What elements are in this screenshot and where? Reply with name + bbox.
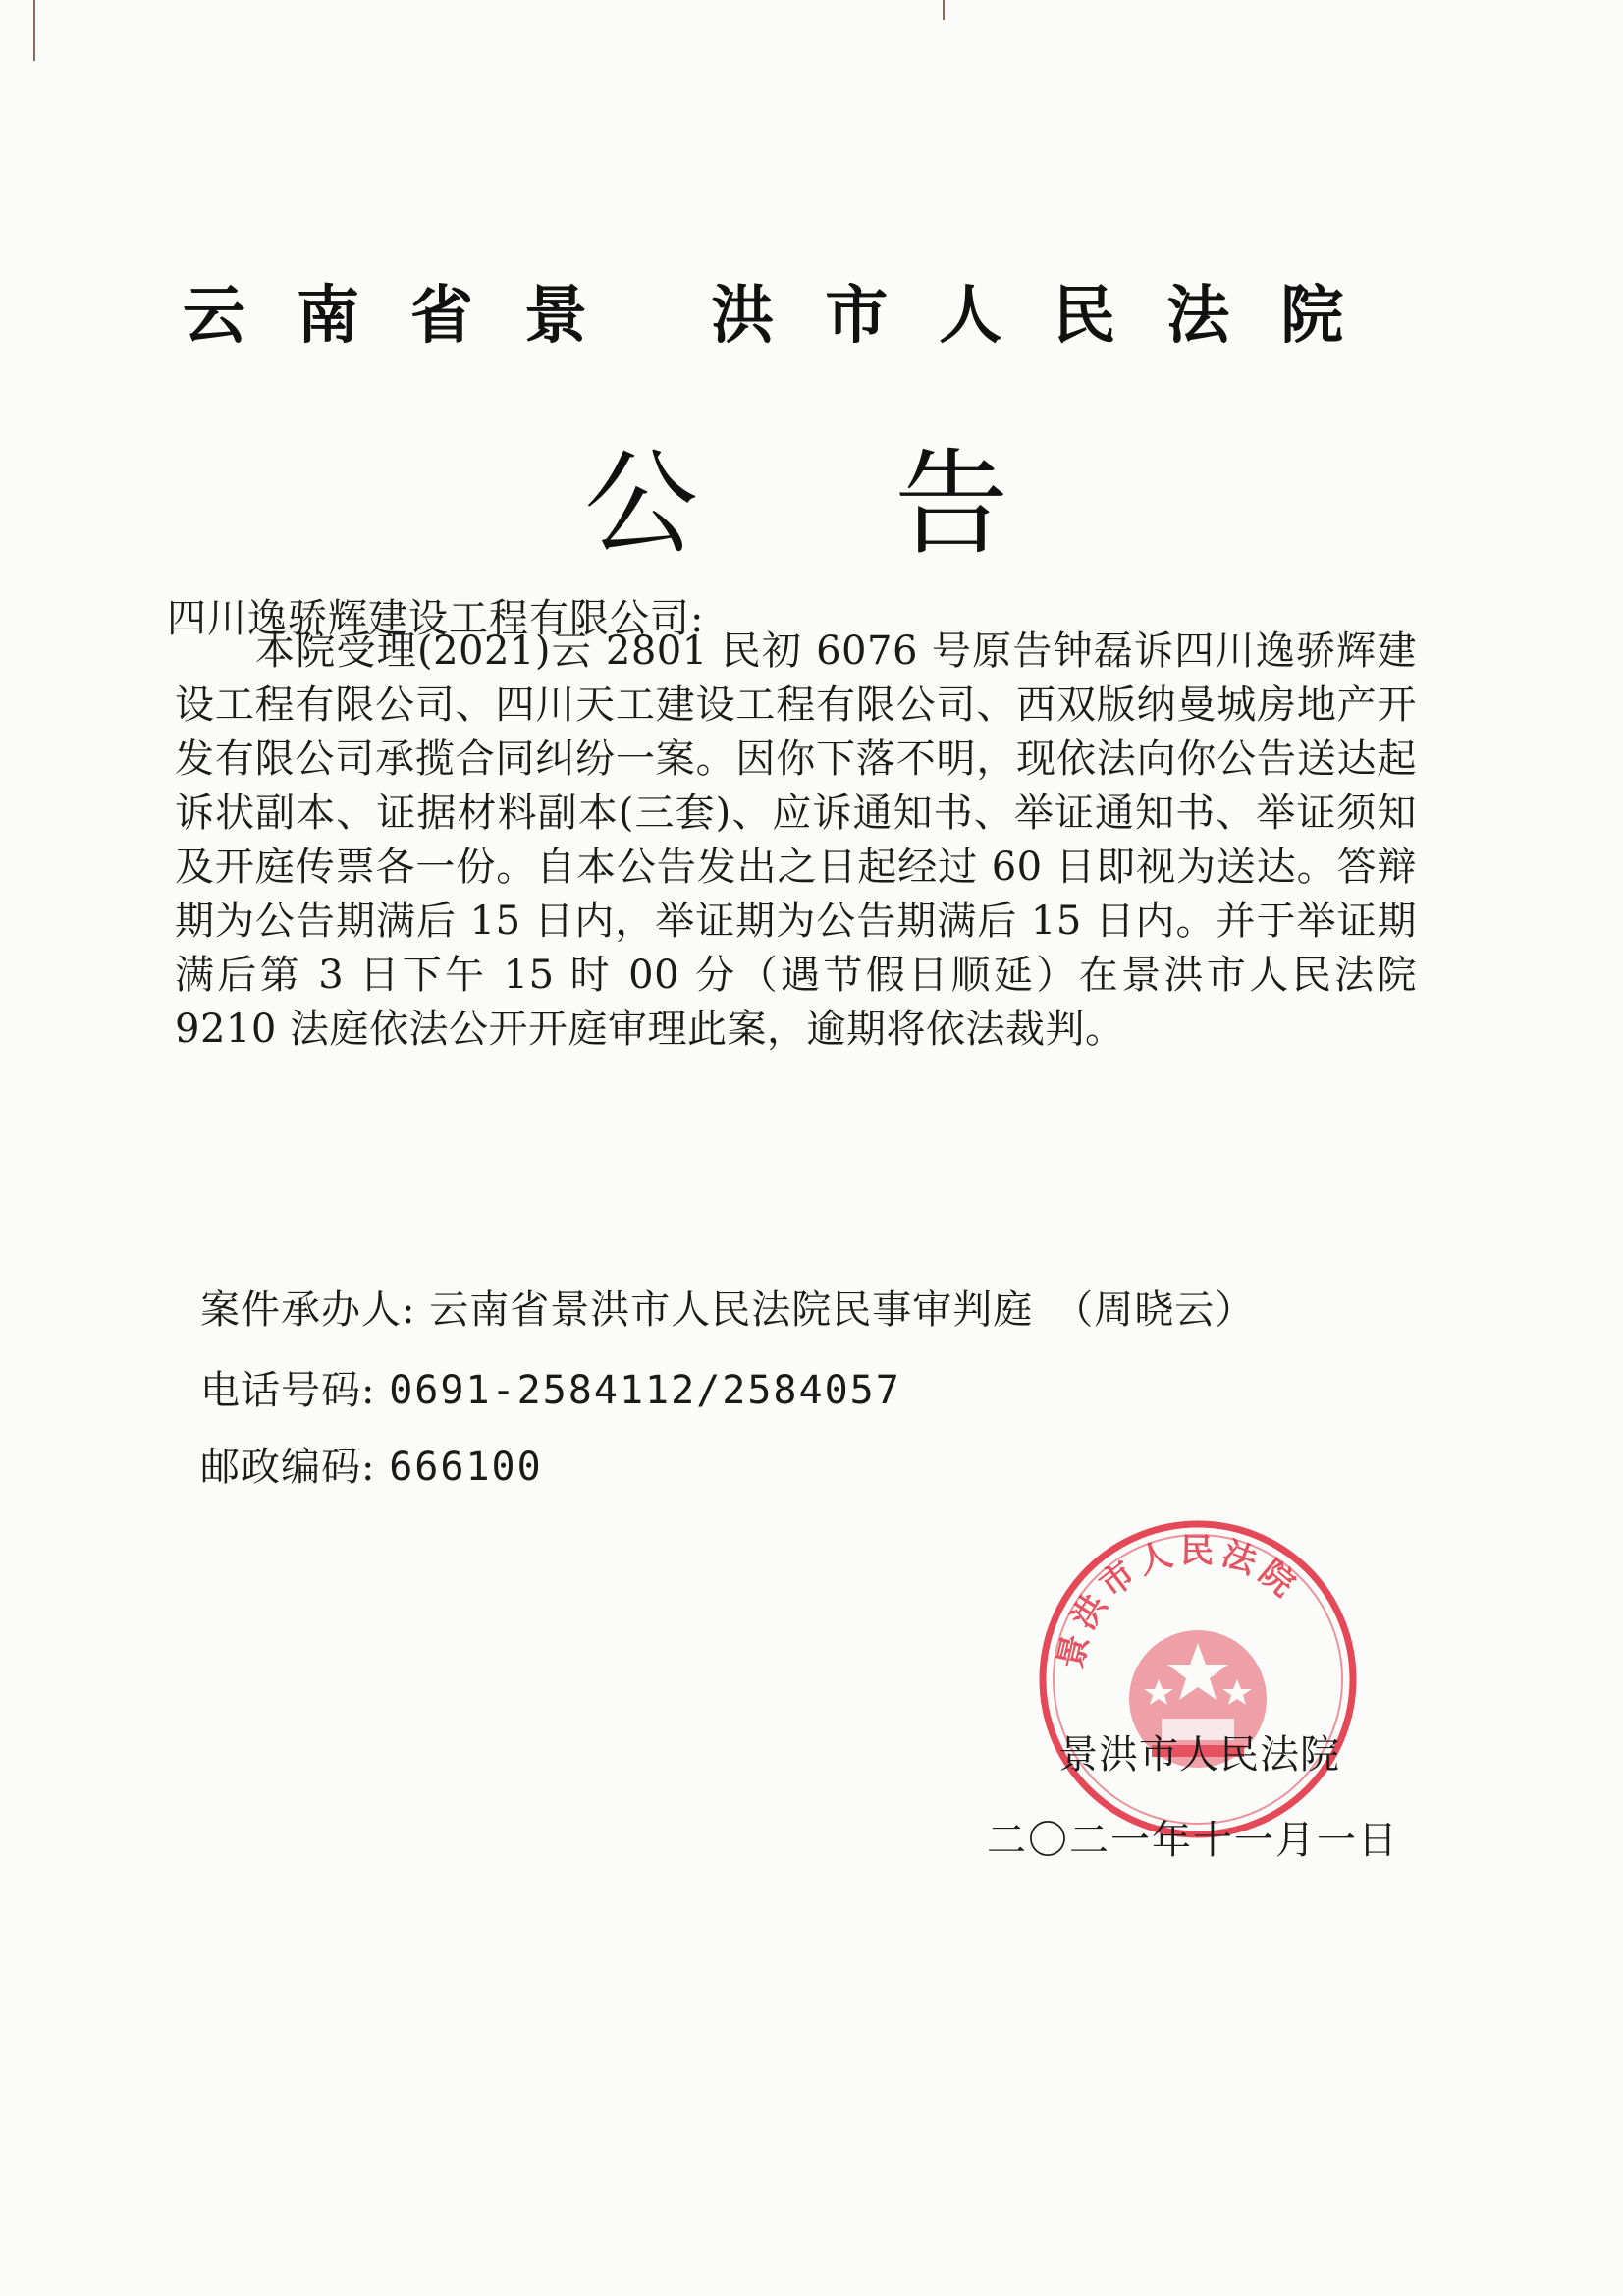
court-name-heading: 云南省景 洪市人民法院 [183,279,1395,353]
contact-postal [200,1436,1428,1492]
scan-edge-mark [33,0,35,61]
phone-label: 电话号码: [200,1368,376,1413]
signing-court: 景洪市人民法院 [1058,1732,1340,1777]
notice-title: 公告 [584,438,1205,571]
handler-value: 云南省景洪市人民法院民事审判庭 （周晓云） [429,1287,1256,1333]
postal-value: 666100 [389,1445,543,1490]
scan-edge-mark [943,0,945,20]
contact-handler [200,1279,1428,1335]
seal-text: 景洪市人民法院 [1051,1531,1307,1673]
handler-label: 案件承办人: [200,1287,416,1333]
notice-body: 本院受理(2021)云 2801 民初 6076 号原告钟磊诉四川逸骄辉建设工程有限公司、四川天工建设工程有限公司、西双版纳曼城房地产开发有限公司承揽合同纠纷一案。因你下落不明，现依法向你公告送达起诉状副本、证据材料副本(三套)、应诉通知书、举证通知书、举证须知及开庭传票各一份。自本公告发出之日起经过 60 日即视为送达。答辩期为公告期满后 15 日内，举证期为公告期满后 15 日内。并于举证期满后第 3 日下午 15 时 00 分（遇节假日顺延）在景洪市人民法院 9210 法庭依法公开开庭审理此案，逾期将依法裁判。 [175,629,1417,1052]
addressee: 四川逸骄辉建设工程有限公司: [167,596,705,641]
postal-label: 邮政编码: [200,1445,376,1490]
contact-phone [200,1359,1428,1415]
official-seal-stamp [1036,1517,1360,1841]
signing-date: 二〇二一年十一月一日 [987,1818,1399,1863]
phone-value: 0691-2584112/2584057 [389,1368,901,1413]
